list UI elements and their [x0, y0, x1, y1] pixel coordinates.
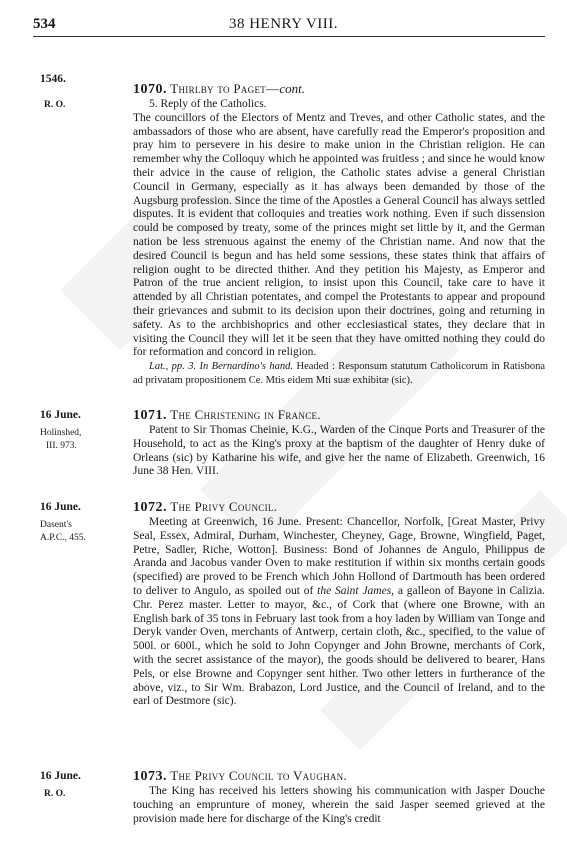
- margin-date: 16 June.: [40, 770, 81, 782]
- entry-heading: [133, 500, 545, 515]
- entry-body: The councillors of the Electors of Mentz and Treves, and other Catholic states, and the ambassadors of those who are absent, have carefully read the Emperor's proposition and pray him to persevere in his desire to make union in the Christian religion. He can remember why the Colloquy which he appointed was fruitless ; and since he would know their advice in the cause of religion, the Catholic states advise a general Christian Council in Germany, especially as it has always been demanded by those of the Augsburg profession. Since the time of the Apostles a General Council has always settled disputes. It is evident that colloquies and treaties work nothing. Even if such dissension could be composed by treaty, some of the princes might set little by it, and the German nation be less strenuous against the enemy of the Christian name. And now that the desired Council is begun and has held some sessions, these states think that affairs of religion ought to be directed thither. And they petition his Majesty, as Emperor and Patron of the true ancient religion, to insist upon this Council, take care to have it attended by all Christian potentates, and compel the Protestants to appear and propound their grievances and submit to its decision upon their doctrines, going and returning in safety. As to the archbishoprics and other ecclesiastical states, they declare that in visiting the Council they will let it be seen that they have omitted nothing they could do for reformation and concord in religion.: [133, 111, 545, 359]
- note-heading: Headed : Responsum statutum Catholicorum in Ratisbona ad privatam propositionem Ce. Mtis eidem Mti suæ exhibitæ (sic).: [133, 361, 546, 386]
- entry-note: [133, 360, 545, 388]
- entry-body: [133, 516, 545, 709]
- margin-source: Holinshed,: [40, 428, 82, 438]
- margin-source: R. O.: [44, 789, 66, 799]
- margin-date: 16 June.: [40, 501, 81, 513]
- body-part-1: Meeting at Greenwich, 16 June. Present: Chancellor, Norfolk, [Great Master, Privy Seal, Essex, Admiral, Durham, Winchester, Cheyney, Gage, Browne, Wingfield, Paget, Petre, Sadler, Riche, Wotton]. Business: Bond of Johannes de Angulo, Philippus de Aranda and Jacobus vander Oven to make restitution if within six months certain goods (specified) are proved to be French which John Hollond of Dartmouth has been ordered to deliver to Angulo, as spoiled out of: [133, 516, 545, 597]
- running-title: 38 HENRY VIII.: [228, 16, 339, 32]
- margin-source-ref: A.P.C., 455.: [40, 533, 86, 543]
- header-rule: [33, 36, 545, 37]
- entry-1072: [133, 500, 545, 709]
- margin-date: 1546.: [40, 73, 66, 85]
- entry-subheading: 5. Reply of the Catholics.: [149, 98, 267, 110]
- entry-number: 1071.: [133, 408, 167, 423]
- entry-heading: [133, 82, 545, 97]
- body-part-2: , a galleon of Bayone in Calizia. Chr. Perez master. Letter to mayor, &c., of Cork that (where one Browne, with an English bark of 35 tons in February last took from a hoy laden by William van Tonge and Deryk vander Oven, merchants of Antwerp, certain cloth, &c., specified, to the value of 500l. or 600l., which he sold to John Copynger and John Browne, merchants of Cork, with the secret assistance of the mayor), the goods should be delivered to bearer, Hans Pels, or else Browne and Copynger sent hither. Two other letters in furtherance of the above, viz., to Sir Wm. Brabazon, Lord Justice, and the Council of Ireland, and to the earl of Destmore (sic).: [133, 584, 545, 708]
- entry-number: 1072.: [133, 500, 167, 515]
- entry-title: The Christening in France.: [170, 407, 321, 422]
- margin-source: R. O.: [44, 100, 66, 110]
- entry-title-cont: cont.: [279, 81, 305, 96]
- margin-date: 16 June.: [40, 409, 81, 421]
- entry-title: Thirlby to Paget—: [170, 81, 280, 96]
- entry-heading: [133, 408, 545, 423]
- margin-source-ref: III. 973.: [46, 441, 77, 451]
- entry-number: 1070.: [133, 82, 167, 97]
- page-number: 534: [33, 16, 56, 32]
- entry-title: The Privy Council.: [170, 499, 278, 514]
- ship-name: the Saint James: [317, 584, 392, 597]
- entry-body: The King has received his letters showing his communication with Jasper Douche touching an emprunture of money, wherein the said Jasper seemed grieved at the provision made here for discharge of the King's credit: [133, 785, 545, 825]
- entry-body: Patent to Sir Thomas Cheinie, K.G., Warden of the Cinque Ports and Treasurer of the Household, to act as the King's proxy at the baptism of the daughter of Henry duke of Orleans (sic) by Katharine his wife, and give her the name of Elizabeth. Greenwich, 16 June 38 Hen. VIII.: [133, 424, 545, 478]
- entry-title: The Privy Council to Vaughan.: [170, 768, 348, 783]
- entry-1071: [133, 408, 545, 479]
- entry-1070: [133, 82, 545, 388]
- entry-number: 1073.: [133, 769, 167, 784]
- note-description: Lat., pp. 3. In Bernardino's hand.: [149, 361, 294, 373]
- entry-1073: [133, 769, 545, 826]
- margin-source: Dasent's: [40, 520, 72, 530]
- entry-heading: [133, 769, 545, 784]
